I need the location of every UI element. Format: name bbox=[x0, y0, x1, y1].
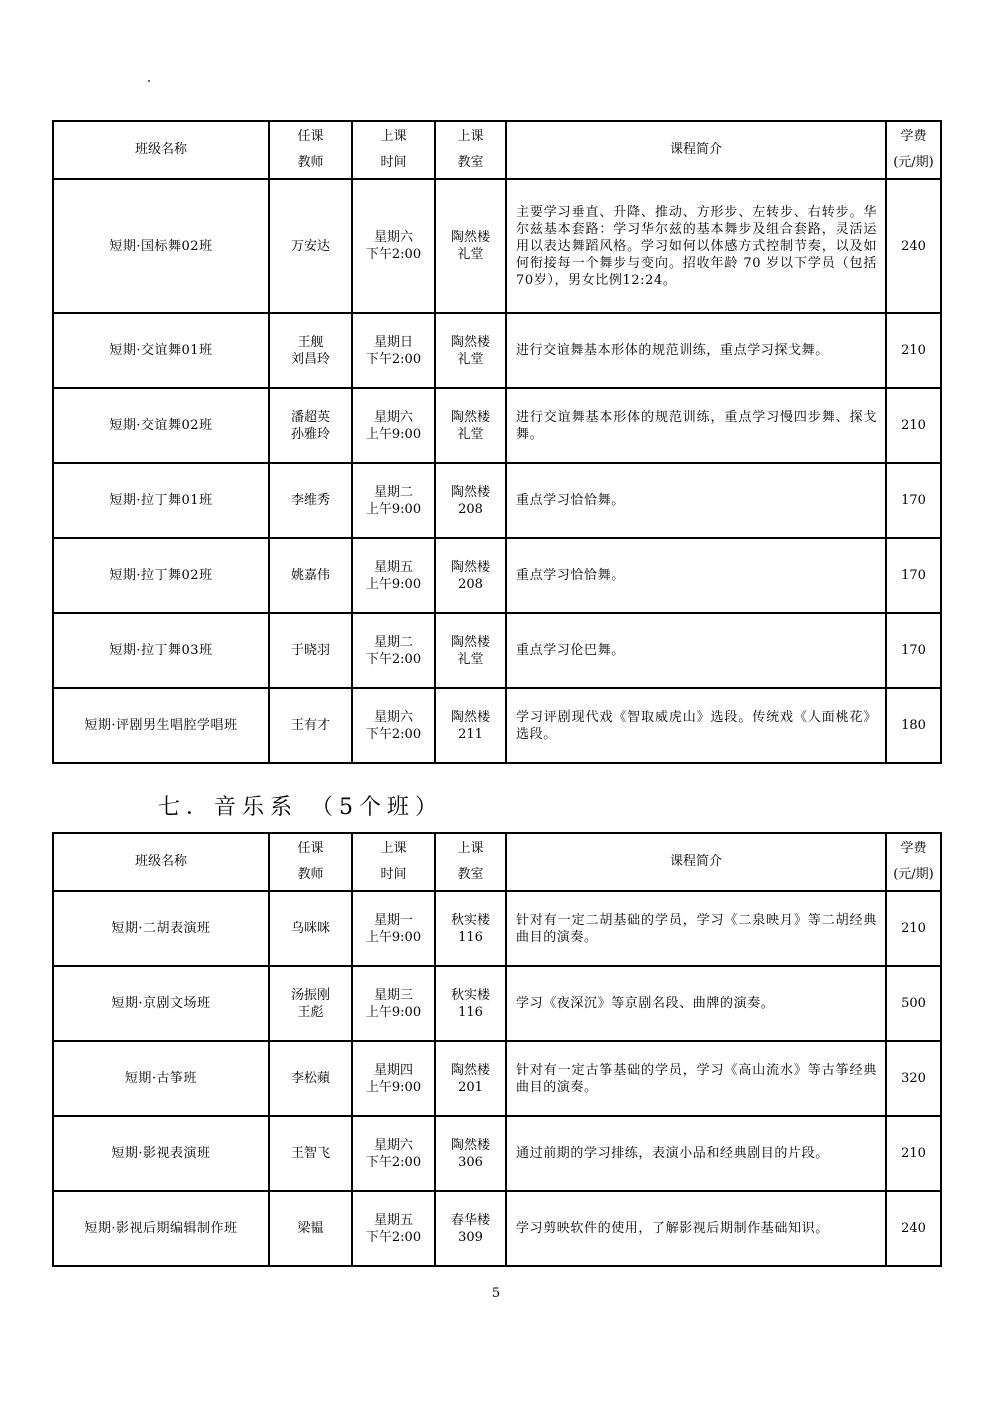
time-cell bbox=[352, 179, 435, 313]
time-of-day: 上午9:00 bbox=[365, 1004, 422, 1020]
time-of-day: 上午9:00 bbox=[365, 501, 422, 517]
room-cell bbox=[435, 1041, 506, 1116]
building: 陶然楼 bbox=[450, 709, 490, 725]
fee-cell: 240 bbox=[886, 179, 941, 313]
header-time-line-2: 时间 bbox=[380, 867, 407, 882]
time-cell bbox=[352, 1116, 435, 1191]
weekday: 星期一 bbox=[373, 912, 413, 928]
fee-cell: 170 bbox=[886, 463, 941, 538]
description-cell: 进行交谊舞基本形体的规范训练，重点学习慢四步舞、探戈舞。 bbox=[506, 388, 886, 463]
table-row bbox=[53, 966, 941, 1041]
weekday: 星期二 bbox=[373, 634, 413, 650]
header-room-line-2: 教室 bbox=[457, 867, 484, 882]
header-teacher-line-1: 任课 bbox=[297, 129, 324, 144]
table-row bbox=[53, 891, 941, 966]
teacher-name: 姚嘉伟 bbox=[290, 568, 330, 583]
fee-cell: 320 bbox=[886, 1041, 941, 1116]
class-name-cell: 短期·国标舞02班 bbox=[53, 179, 269, 313]
building: 陶然楼 bbox=[450, 559, 490, 575]
time-of-day: 下午2:00 bbox=[365, 351, 422, 367]
room-cell bbox=[435, 179, 506, 313]
time-cell bbox=[352, 538, 435, 613]
building: 陶然楼 bbox=[450, 1137, 490, 1153]
weekday: 星期三 bbox=[373, 987, 413, 1003]
teacher-name: 王智飞 bbox=[290, 1146, 330, 1161]
header-teacher-line-2: 教师 bbox=[297, 155, 324, 170]
time-of-day: 下午2:00 bbox=[365, 726, 422, 742]
building: 秋实楼 bbox=[450, 987, 490, 1003]
description-cell: 通过前期的学习排练，表演小品和经典剧目的片段。 bbox=[506, 1116, 886, 1191]
teacher-name: 于晓羽 bbox=[290, 643, 330, 658]
teacher-cell bbox=[269, 179, 352, 313]
room-cell bbox=[435, 613, 506, 688]
weekday: 星期日 bbox=[373, 334, 413, 350]
class-name-cell: 短期·评剧男生唱腔学唱班 bbox=[53, 688, 269, 763]
header-fee bbox=[886, 121, 941, 179]
time-of-day: 下午2:00 bbox=[365, 1154, 422, 1170]
page-mark bbox=[148, 80, 150, 82]
teacher-name: 李松蘋 bbox=[290, 1071, 330, 1086]
time-cell bbox=[352, 388, 435, 463]
building: 陶然楼 bbox=[450, 230, 490, 245]
weekday: 星期五 bbox=[373, 1212, 413, 1228]
fee-cell: 500 bbox=[886, 966, 941, 1041]
description-cell: 学习《夜深沉》等京剧名段、曲牌的演奏。 bbox=[506, 966, 886, 1041]
header-room-line-1: 上课 bbox=[457, 129, 484, 144]
header-fee bbox=[886, 833, 941, 891]
header-time bbox=[352, 121, 435, 179]
table-row bbox=[53, 1116, 941, 1191]
fee-cell: 240 bbox=[886, 1191, 941, 1266]
header-time bbox=[352, 833, 435, 891]
class-name-cell: 短期·古筝班 bbox=[53, 1041, 269, 1116]
table-header-row bbox=[53, 121, 941, 179]
class-name-cell: 短期·拉丁舞01班 bbox=[53, 463, 269, 538]
teacher-name: 乌咪咪 bbox=[290, 921, 330, 936]
header-description: 课程简介 bbox=[506, 833, 886, 891]
class-name-cell: 短期·京剧文场班 bbox=[53, 966, 269, 1041]
teacher-name: 孙雅玲 bbox=[290, 426, 330, 442]
header-fee-line-1: 学费 bbox=[900, 841, 927, 856]
teacher-cell bbox=[269, 1041, 352, 1116]
table-row bbox=[53, 688, 941, 763]
header-teacher bbox=[269, 833, 352, 891]
teacher-name: 李维秀 bbox=[290, 493, 330, 508]
table-row bbox=[53, 463, 941, 538]
teacher-cell bbox=[269, 891, 352, 966]
building: 陶然楼 bbox=[450, 634, 490, 650]
time-cell bbox=[352, 463, 435, 538]
class-name-cell: 短期·影视表演班 bbox=[53, 1116, 269, 1191]
teacher-name: 王彪 bbox=[297, 1004, 324, 1020]
teacher-name: 刘昌玲 bbox=[290, 351, 330, 367]
time-cell bbox=[352, 313, 435, 388]
header-time-line-1: 上课 bbox=[380, 129, 407, 144]
teacher-cell bbox=[269, 1191, 352, 1266]
room-number: 礼堂 bbox=[457, 351, 484, 367]
teacher-name: 万安达 bbox=[290, 238, 330, 254]
teacher-name: 王有才 bbox=[290, 718, 330, 733]
time-cell bbox=[352, 891, 435, 966]
time-of-day: 下午2:00 bbox=[365, 247, 422, 262]
header-class-name: 班级名称 bbox=[53, 121, 269, 179]
room-cell bbox=[435, 313, 506, 388]
table-row bbox=[53, 1191, 941, 1266]
weekday: 星期五 bbox=[373, 559, 413, 575]
weekday: 星期六 bbox=[373, 409, 413, 425]
table-header-row bbox=[53, 833, 941, 891]
table-row bbox=[53, 179, 941, 313]
header-room-line-2: 教室 bbox=[457, 155, 484, 170]
room-number: 309 bbox=[458, 1229, 483, 1245]
fee-cell: 170 bbox=[886, 538, 941, 613]
class-name-cell: 短期·二胡表演班 bbox=[53, 891, 269, 966]
time-cell bbox=[352, 1191, 435, 1266]
class-name-cell: 短期·拉丁舞02班 bbox=[53, 538, 269, 613]
teacher-cell bbox=[269, 613, 352, 688]
table-row bbox=[53, 613, 941, 688]
description-cell: 重点学习伦巴舞。 bbox=[506, 613, 886, 688]
description-cell: 进行交谊舞基本形体的规范训练，重点学习探戈舞。 bbox=[506, 313, 886, 388]
room-number: 208 bbox=[458, 576, 483, 592]
description-cell: 针对有一定古筝基础的学员，学习《高山流水》等古筝经典曲目的演奏。 bbox=[506, 1041, 886, 1116]
teacher-name: 梁韫 bbox=[297, 1221, 324, 1236]
time-of-day: 上午9:00 bbox=[365, 1079, 422, 1095]
class-name-cell: 短期·影视后期编辑制作班 bbox=[53, 1191, 269, 1266]
room-number: 礼堂 bbox=[457, 651, 484, 667]
room-cell bbox=[435, 966, 506, 1041]
fee-cell: 210 bbox=[886, 313, 941, 388]
teacher-cell bbox=[269, 966, 352, 1041]
time-of-day: 上午9:00 bbox=[365, 929, 422, 945]
description-cell: 主要学习垂直、升降、推动、方形步、左转步、右转步。华尔兹基本套路：学习华尔兹的基本舞步及组合套路，灵活运用以表达舞蹈风格。学习如何以体感方式控制节奏，以及如何衔接每一个舞步与变向。招收年龄 70 岁以下学员（包括70岁），男女比例12:24。 bbox=[506, 179, 886, 313]
fee-cell: 180 bbox=[886, 688, 941, 763]
time-of-day: 上午9:00 bbox=[365, 426, 422, 442]
time-of-day: 下午2:00 bbox=[365, 651, 422, 667]
header-room bbox=[435, 833, 506, 891]
header-description: 课程简介 bbox=[506, 121, 886, 179]
room-cell bbox=[435, 1191, 506, 1266]
description-cell: 学习评剧现代戏《智取威虎山》选段。传统戏《人面桃花》选段。 bbox=[506, 688, 886, 763]
fee-cell: 210 bbox=[886, 1116, 941, 1191]
room-number: 礼堂 bbox=[457, 426, 484, 442]
building: 陶然楼 bbox=[450, 1062, 490, 1078]
time-cell bbox=[352, 1041, 435, 1116]
header-room-line-1: 上课 bbox=[457, 841, 484, 856]
room-number: 116 bbox=[458, 929, 483, 945]
fee-cell: 210 bbox=[886, 388, 941, 463]
room-cell bbox=[435, 891, 506, 966]
room-cell bbox=[435, 463, 506, 538]
building: 春华楼 bbox=[450, 1212, 490, 1228]
description-cell: 学习剪映软件的使用，了解影视后期制作基础知识。 bbox=[506, 1191, 886, 1266]
table-row bbox=[53, 1041, 941, 1116]
weekday: 星期四 bbox=[373, 1062, 413, 1078]
room-number: 306 bbox=[458, 1154, 483, 1170]
room-number: 礼堂 bbox=[457, 247, 484, 262]
header-teacher-line-2: 教师 bbox=[297, 867, 324, 882]
header-fee-line-2: (元/期) bbox=[893, 155, 934, 170]
description-cell: 重点学习恰恰舞。 bbox=[506, 463, 886, 538]
dance-course-table bbox=[52, 120, 942, 764]
class-name-cell: 短期·拉丁舞03班 bbox=[53, 613, 269, 688]
time-cell bbox=[352, 966, 435, 1041]
building: 陶然楼 bbox=[450, 334, 490, 350]
teacher-cell bbox=[269, 538, 352, 613]
room-number: 211 bbox=[458, 726, 483, 742]
room-cell bbox=[435, 1116, 506, 1191]
page-number: 5 bbox=[491, 1286, 501, 1301]
description-cell: 针对有一定二胡基础的学员，学习《二泉映月》等二胡经典曲目的演奏。 bbox=[506, 891, 886, 966]
weekday: 星期六 bbox=[373, 1137, 413, 1153]
header-room bbox=[435, 121, 506, 179]
fee-cell: 170 bbox=[886, 613, 941, 688]
class-name-cell: 短期·交谊舞01班 bbox=[53, 313, 269, 388]
room-number: 201 bbox=[458, 1079, 483, 1095]
description-cell: 重点学习恰恰舞。 bbox=[506, 538, 886, 613]
teacher-cell bbox=[269, 463, 352, 538]
teacher-name: 王舰 bbox=[297, 334, 324, 350]
section-title-music: 七．音乐系 （5个班） bbox=[158, 795, 443, 820]
class-name-cell: 短期·交谊舞02班 bbox=[53, 388, 269, 463]
teacher-cell bbox=[269, 313, 352, 388]
teacher-cell bbox=[269, 688, 352, 763]
room-number: 116 bbox=[458, 1004, 483, 1020]
time-of-day: 下午2:00 bbox=[365, 1229, 422, 1245]
table-row bbox=[53, 313, 941, 388]
building: 陶然楼 bbox=[450, 409, 490, 425]
music-course-table bbox=[52, 832, 942, 1267]
header-fee-line-1: 学费 bbox=[900, 129, 927, 144]
weekday: 星期六 bbox=[373, 709, 413, 725]
building: 秋实楼 bbox=[450, 912, 490, 928]
table-row bbox=[53, 538, 941, 613]
time-of-day: 上午9:00 bbox=[365, 576, 422, 592]
table-row bbox=[53, 388, 941, 463]
time-cell bbox=[352, 688, 435, 763]
teacher-cell bbox=[269, 1116, 352, 1191]
weekday: 星期二 bbox=[373, 484, 413, 500]
room-cell bbox=[435, 388, 506, 463]
time-cell bbox=[352, 613, 435, 688]
weekday: 星期六 bbox=[373, 230, 413, 245]
header-fee-line-2: (元/期) bbox=[893, 867, 934, 882]
teacher-cell bbox=[269, 388, 352, 463]
header-time-line-2: 时间 bbox=[380, 155, 407, 170]
room-cell bbox=[435, 688, 506, 763]
header-time-line-1: 上课 bbox=[380, 841, 407, 856]
header-teacher-line-1: 任课 bbox=[297, 841, 324, 856]
teacher-name: 汤振刚 bbox=[290, 987, 330, 1003]
header-teacher bbox=[269, 121, 352, 179]
fee-cell: 210 bbox=[886, 891, 941, 966]
room-cell bbox=[435, 538, 506, 613]
building: 陶然楼 bbox=[450, 484, 490, 500]
teacher-name: 潘超英 bbox=[290, 409, 330, 425]
room-number: 208 bbox=[458, 501, 483, 517]
header-class-name: 班级名称 bbox=[53, 833, 269, 891]
